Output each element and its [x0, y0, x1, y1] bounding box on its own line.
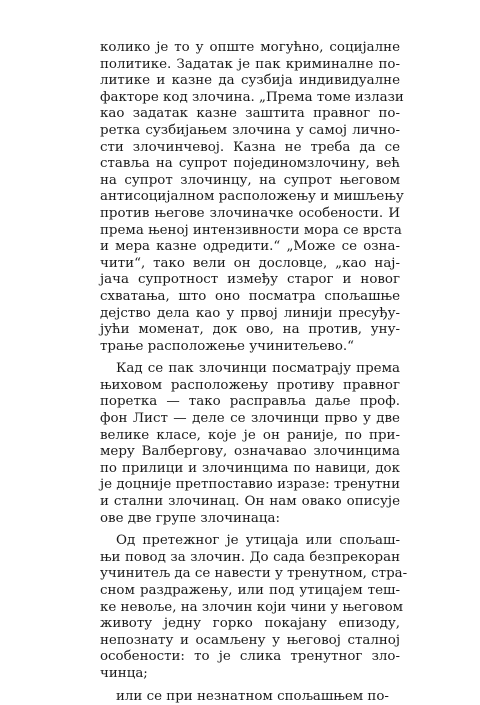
text-line: колико је то у опште могућно, социјалне — [100, 40, 400, 55]
text-line: Од претежног је утицаја или спољаш- — [116, 533, 400, 549]
text-line: ставља на супрот појединомзлочину, већ — [100, 156, 400, 172]
text-line: јача супротност између старог и новог — [100, 272, 400, 288]
text-line: факторе код злочина. „Према томе излази — [100, 89, 404, 105]
text-line: против његове злочиначке особености. И — [100, 205, 400, 221]
text-line: Кад се пак злочинци посматрају према — [116, 361, 400, 377]
paragraph — [100, 40, 404, 355]
text-line: животу једну горко покајану епизоду, — [100, 616, 400, 632]
text-line: дејство дела као у првој линији пресуђу- — [100, 305, 400, 321]
text-line: ове две групе злочинаца: — [100, 510, 280, 526]
text-line: чити“, тако вели он дословце, „као нај- — [100, 255, 400, 271]
paragraph — [100, 533, 408, 682]
text-line: и стални злочинац. Он нам овако описује — [100, 494, 400, 510]
text-line: велике класе, које је он раније, по при- — [100, 427, 400, 443]
text-line: сти злочинчевој. Казна не треба да се — [100, 139, 400, 155]
text-line: чинца; — [100, 665, 148, 681]
paragraph — [100, 689, 400, 705]
text-line: њи повод за злочин. До сада безпрекоран — [100, 549, 400, 565]
text-line: фон Лист — деле се злочинци прво у две — [100, 411, 400, 427]
text-line: на супрот злочинцу, на супрот његовом — [100, 172, 400, 188]
text-line: политике. Задатак је пак криминалне по- — [100, 56, 400, 72]
text-line: њиховом расположењу противу правног — [100, 377, 400, 393]
text-line: литике и казне да сузбија индивидуалне — [100, 73, 400, 89]
paragraph — [100, 361, 400, 527]
text-line: меру Валбергову, означавао злочинцима — [100, 444, 400, 460]
text-line: или се при незнатном спољашњем по- — [116, 688, 389, 704]
text-line: схватања, што оно посматра спољашње — [100, 288, 400, 304]
text-line: трање расположење учинитељево.“ — [100, 338, 354, 354]
text-line: поретка — тако расправља даље проф. — [100, 394, 400, 410]
text-line: особености: то је слика тренутног зло- — [100, 649, 400, 665]
text-line: антисоцијалном расположењу и мишљењу — [100, 189, 404, 205]
text-line: сном раздражењу, или под утицајем теш- — [100, 583, 400, 598]
text-line: ретка сузбијањем злочина у самој лично- — [100, 122, 400, 138]
text-line: ке невоље, на злочин који чини у његовом — [100, 599, 404, 615]
text-line: непознату и осамљену у његовој сталној — [100, 632, 400, 648]
text-line: је доцније претпоставио изразе: тренутни — [100, 477, 400, 493]
page-text — [100, 40, 408, 705]
text-line: учинитељ да се навести у тренутном, стра- — [100, 566, 408, 582]
text-line: као задатак казне заштита правног по- — [100, 106, 400, 122]
text-line: и мера казне одредити.“ „Може се озна- — [100, 239, 400, 255]
text-line: према њеној интензивности мора се врста — [100, 222, 402, 238]
text-line: јући моменат, док ово, на против, уну- — [100, 322, 400, 338]
text-line: по прилици и злочинцима по навици, док — [100, 460, 400, 476]
